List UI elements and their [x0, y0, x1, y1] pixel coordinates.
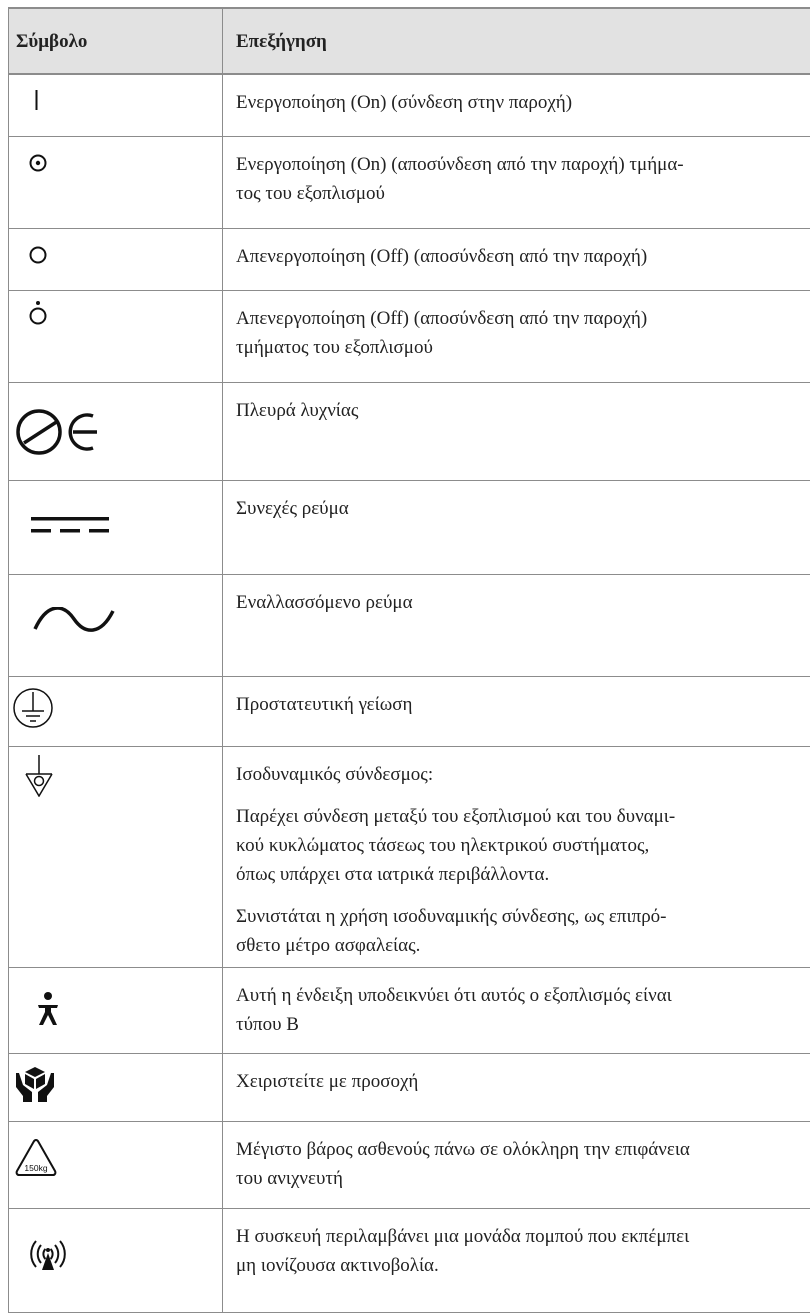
table-row	[9, 481, 810, 575]
row-text: Απενεργοποίηση (Off) (αποσύνδεση από την παροχή)	[236, 246, 648, 267]
power-off-part-icon	[29, 300, 47, 326]
weight-label: 150kg	[24, 1163, 48, 1173]
row-text: Συνεχές ρεύμα	[236, 498, 349, 519]
header-explanation: Επεξήγηση	[236, 31, 327, 52]
equipotential-icon	[25, 755, 55, 797]
table-row	[9, 575, 810, 677]
handle-with-care-icon	[15, 1065, 55, 1103]
row-text: Ισοδυναμικός σύνδεσμος:	[236, 764, 434, 785]
direct-current-icon	[31, 517, 111, 535]
type-b-person-icon	[36, 992, 60, 1026]
max-weight-icon	[14, 1137, 58, 1177]
row-text: Προστατευτική γείωση	[236, 694, 413, 715]
table-row	[9, 229, 810, 291]
row-text: Παρέχει σύνδεση μεταξύ του εξοπλισμού και του δυναμι- κού κυκλώματος τάσεως του ηλεκτρικού συστήματος, όπως υπάρχει στα ιατρικά περιβάλλοντα.	[236, 806, 676, 885]
row-text: Ενεργοποίηση (On) (σύνδεση στην παροχή)	[236, 92, 573, 113]
row-text: Πλευρά λυχνίας	[236, 400, 359, 421]
table-row	[9, 1054, 810, 1122]
lamp-side-icon	[15, 407, 99, 457]
table-row	[9, 291, 810, 383]
table-row	[9, 747, 810, 968]
table-header	[9, 7, 810, 75]
power-off-icon	[29, 246, 47, 264]
table-row	[9, 137, 810, 229]
alternating-current-icon	[33, 607, 115, 635]
table-row	[9, 1209, 810, 1313]
power-on-icon	[35, 90, 39, 110]
protective-earth-icon	[12, 687, 54, 729]
row-text: Μέγιστο βάρος ασθενούς πάνω σε ολόκληρη την επιφάνεια του ανιχνευτή	[236, 1139, 690, 1189]
header-symbol: Σύμβολο	[9, 9, 223, 73]
table-row	[9, 968, 810, 1054]
table-row	[9, 1122, 810, 1209]
row-text: Χειριστείτε με προσοχή	[236, 1071, 419, 1092]
table-row	[9, 677, 810, 747]
symbols-table	[8, 7, 810, 1313]
non-ionizing-radiation-icon	[20, 1237, 76, 1271]
row-text: Συνιστάται η χρήση ισοδυναμικής σύνδεσης, ως επιπρό- σθετο μέτρο ασφαλείας.	[236, 906, 667, 956]
row-text: Εναλλασσόμενο ρεύμα	[236, 592, 413, 613]
row-text: Απενεργοποίηση (Off) (αποσύνδεση από την παροχή) τμήματος του εξοπλισμού	[236, 308, 648, 358]
row-text: Αυτή η ένδειξη υποδεικνύει ότι αυτός ο εξοπλισμός είναι τύπου Β	[236, 985, 672, 1035]
row-text: Ενεργοποίηση (On) (αποσύνδεση από την παροχή) τμήμα- τος του εξοπλισμού	[236, 154, 684, 204]
power-on-part-icon	[29, 154, 47, 172]
table-row	[9, 383, 810, 481]
table-row	[9, 75, 810, 137]
row-text: Η συσκευή περιλαμβάνει μια μονάδα πομπού που εκπέμπει μη ιονίζουσα ακτινοβολία.	[236, 1226, 690, 1276]
